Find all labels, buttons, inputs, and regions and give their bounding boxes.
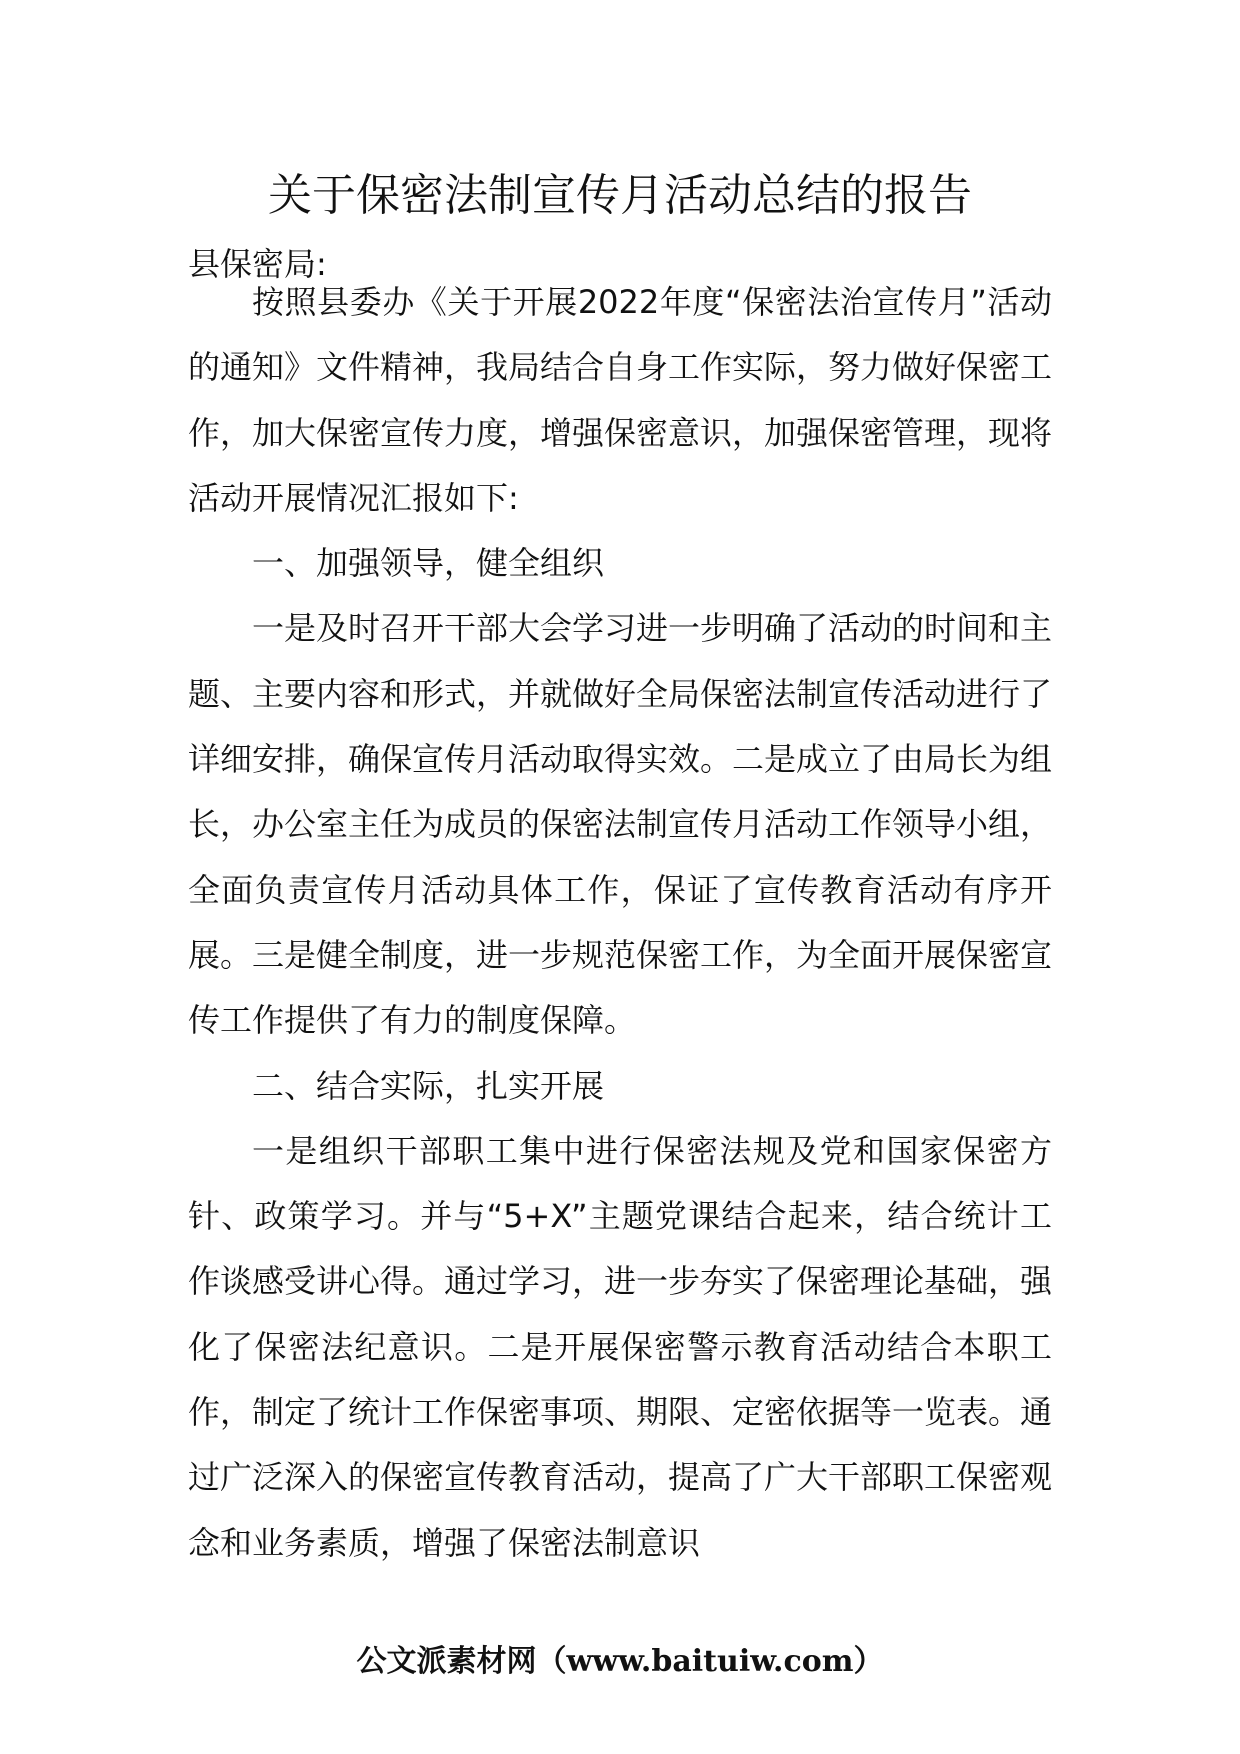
intro-paragraph: 按照县委办《关于开展2022年度“保密法治宣传月”活动的通知》文件精神，我局结合自身工作实际，努力做好保密工作，加大保密宣传力度，增强保密意识，加强保密管理，现将活动开展情况汇报如下: [188,283,1053,517]
section-heading-1: 一、加强领导，健全组织 [252,544,605,583]
footer-watermark: 公文派素材网（www.baituiw.com） [356,1644,884,1679]
document-title: 关于保密法制宣传月活动总结的报告 [268,170,972,221]
section-heading-2: 二、结合实际，扎实开展 [252,1066,605,1105]
salutation: 县保密局: [188,245,327,283]
document-body [188,270,1052,1576]
section-2-paragraph: 一是组织干部职工集中进行保密法规及党和国家保密方针、政策学习。并与“5+X”主题党课结合起来，结合统计工作谈感受讲心得。通过学习，进一步夯实了保密理论基础，强化了保密法纪意识。二是开展保密警示教育活动结合本职工作，制定了统计工作保密事项、期限、定密依据等一览表。通过广泛深入的保密宣传教育活动，提高了广大干部职工保密观念和业务素质，增强了保密法制意识 [188,1131,1053,1562]
section-1-paragraph: 一是及时召开干部大会学习进一步明确了活动的时间和主题、主要内容和形式，并就做好全局保密法制宣传活动进行了详细安排，确保宣传月活动取得实效。二是成立了由局长为组长，办公室主任为成员的保密法制宣传月活动工作领导小组，全面负责宣传月活动具体工作，保证了宣传教育活动有序开展。三是健全制度，进一步规范保密工作，为全面开展保密宣传工作提供了有力的制度保障。 [188,609,1053,1040]
